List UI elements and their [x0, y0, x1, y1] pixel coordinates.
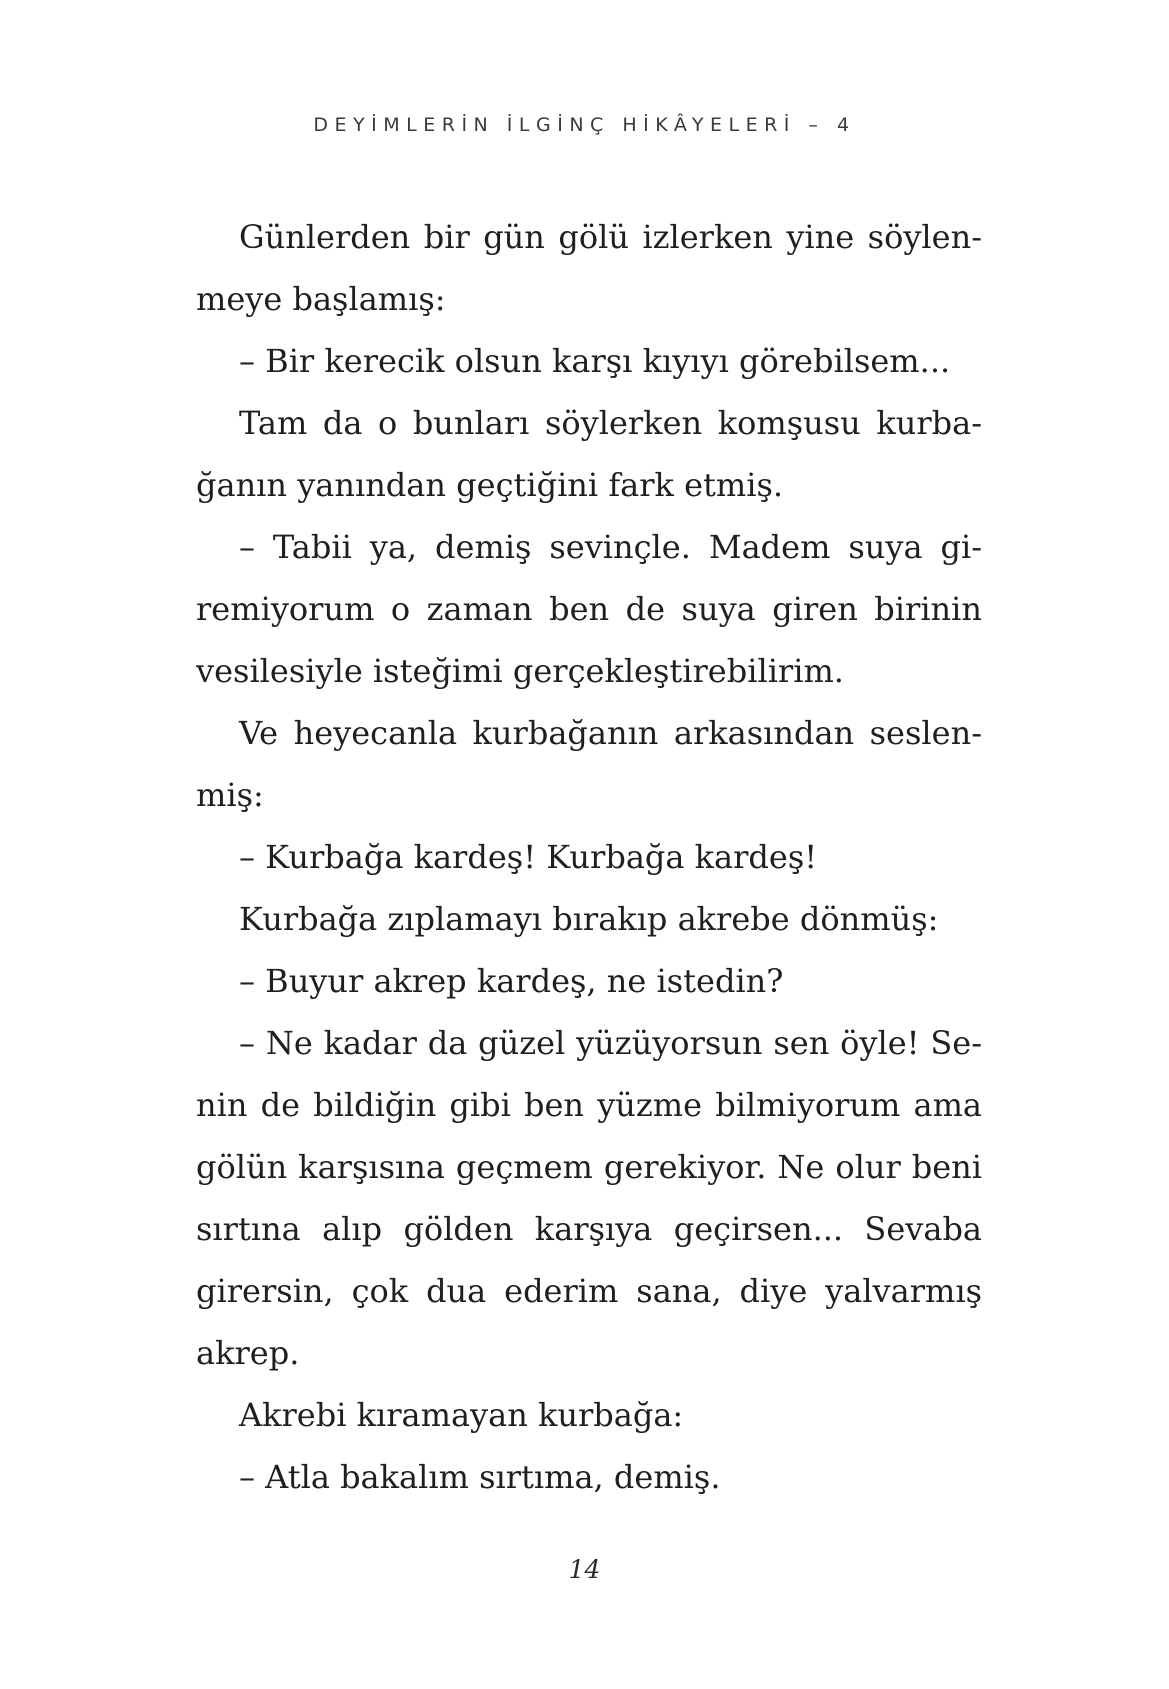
paragraph: – Tabii ya, demiş sevinçle. Madem suya giremiyorum o zaman ben de suya giren birinin vesilesiyle isteğimi gerçekleştirebilirim. — [196, 528, 982, 690]
paragraph: Tam da o bunları söylerken komşusu kurbağanın yanından geçtiğini fark etmiş. — [196, 404, 982, 504]
running-header: DEYİMLERİN İLGİNÇ HİKÂYELERİ – 4 — [313, 114, 856, 136]
paragraph: Kurbağa zıplamayı bırakıp akrebe dönmüş: — [239, 900, 939, 938]
paragraph: Günlerden bir gün gölü izlerken yine söylenmeye başlamış: — [196, 218, 982, 318]
paragraph: Ve heyecanla kurbağanın arkasından seslenmiş: — [196, 714, 982, 814]
page-number: 14 — [568, 1555, 601, 1584]
paragraph: Akrebi kıramayan kurbağa: — [239, 1396, 684, 1434]
paragraph: – Kurbağa kardeş! Kurbağa kardeş! — [239, 838, 818, 876]
paragraph: – Bir kerecik olsun karşı kıyıyı görebilsem... — [239, 342, 951, 380]
paragraph: – Atla bakalım sırtıma, demiş. — [239, 1458, 721, 1496]
paragraph: – Ne kadar da güzel yüzüyorsun sen öyle! Senin de bildiğin gibi ben yüzme bilmiyorum ama gölün karşısına geçmem gerekiyor. Ne olur beni sırtına alıp gölden karşıya geçirsen... Sevaba girersin, çok dua ederim sana, diye yalvarmış akrep. — [196, 1024, 982, 1372]
paragraph: – Buyur akrep kardeş, ne istedin? — [239, 962, 784, 1000]
body-text — [196, 206, 982, 1508]
